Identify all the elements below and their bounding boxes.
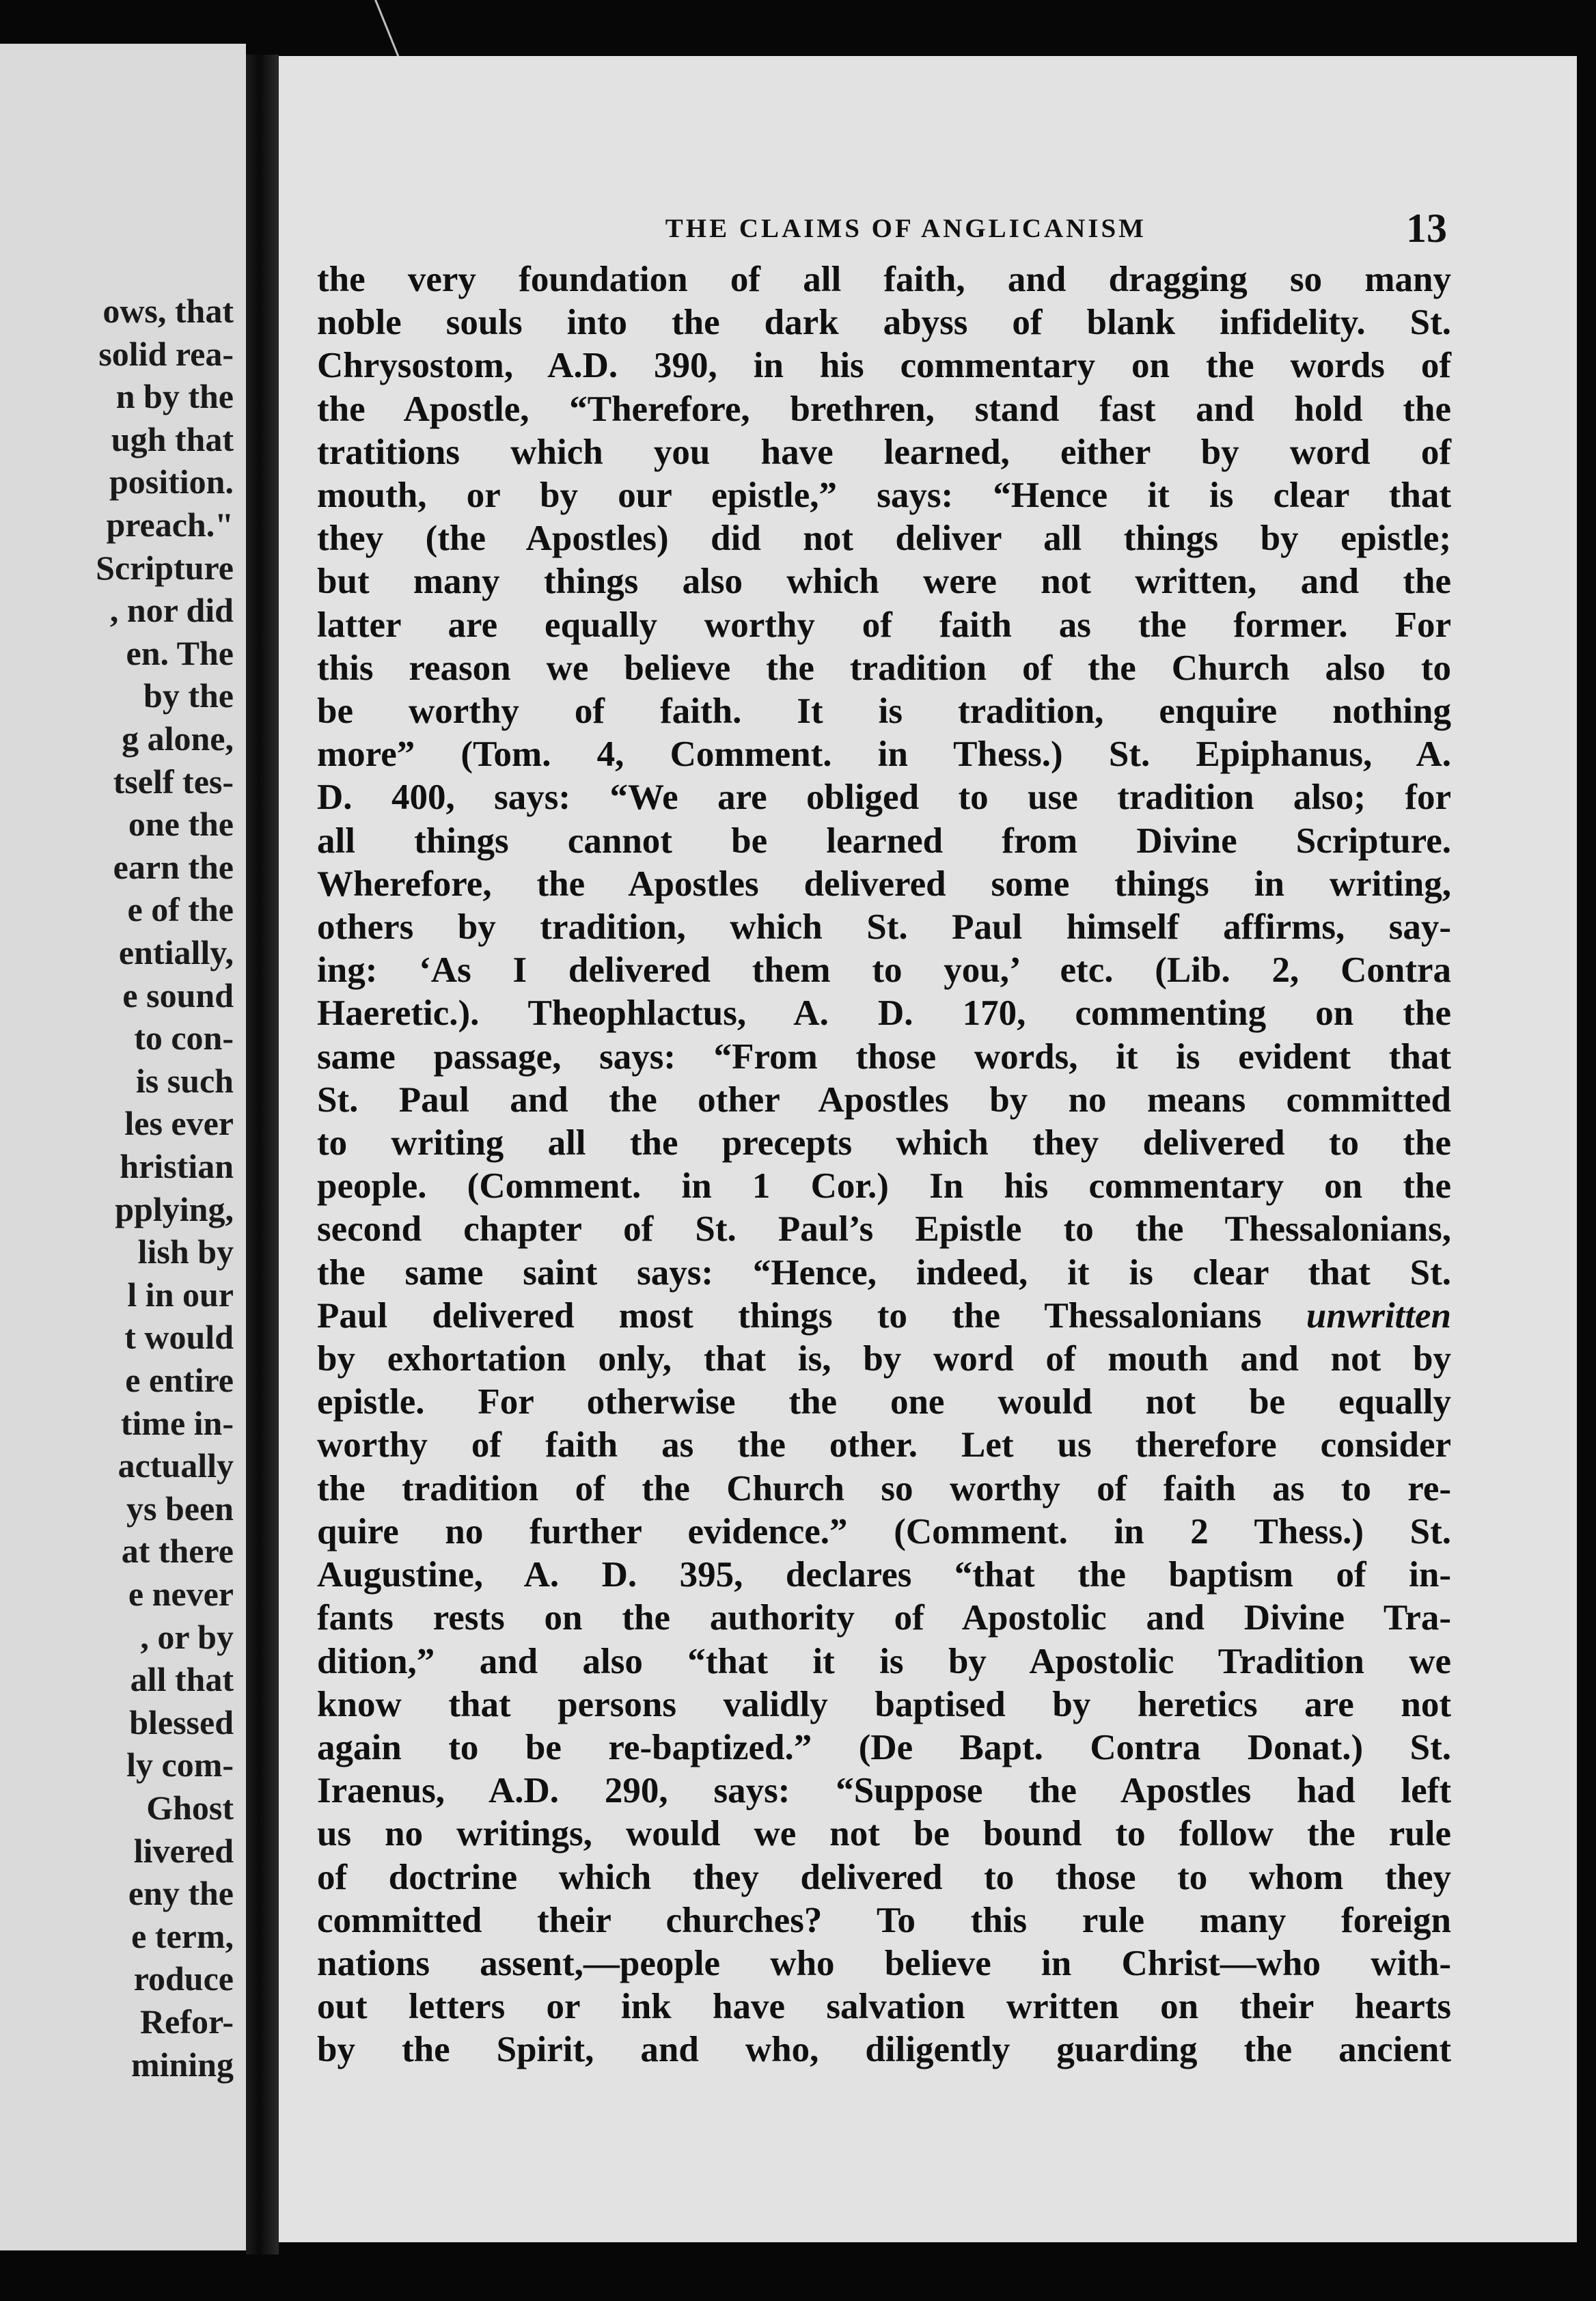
text-line: mouth, or by our epistle,” says: “Hence it is clear that	[317, 476, 1451, 516]
text-line: of doctrine which they delivered to those to whom they	[317, 1857, 1451, 1897]
page-number: 13	[1406, 206, 1447, 251]
left-page-fragment: lish by	[137, 1232, 234, 1271]
text-line: D. 400, says: “We are obliged to use tradition also; for	[317, 777, 1451, 818]
left-page-fragment: one the	[128, 805, 234, 844]
text-line: ing: ‘As I delivered them to you,’ etc. (Lib. 2, Contra	[317, 950, 1451, 991]
left-page-fragment: n by the	[115, 377, 234, 416]
text-line: us no writings, would we not be bound to follow the rule	[317, 1814, 1451, 1854]
text-line: others by tradition, which St. Paul himself affirms, say-	[317, 907, 1451, 948]
left-page-fragment: , or by	[140, 1617, 234, 1656]
text-line: worthy of faith as the other. Let us therefore consider	[317, 1425, 1451, 1465]
left-page-fragment: e sound	[122, 976, 234, 1015]
text-line: same passage, says: “From those words, it is evident that	[317, 1036, 1451, 1077]
left-page-fragment: ys been	[126, 1489, 234, 1528]
left-page-fragment: tself tes-	[113, 762, 234, 801]
text-line: to writing all the precepts which they delivered to the	[317, 1123, 1451, 1163]
text-line: people. (Comment. in 1 Cor.) In his commentary on the	[317, 1166, 1451, 1207]
text-line: by the Spirit, and who, diligently guarding the ancient	[317, 2030, 1451, 2070]
left-page-fragment: pplying,	[115, 1189, 234, 1228]
left-page-fragment: is such	[135, 1061, 234, 1100]
left-page-fragment: by the	[143, 676, 234, 715]
text-line: be worthy of faith. It is tradition, enquire nothing	[317, 691, 1451, 732]
text-line: more” (Tom. 4, Comment. in Thess.) St. Epiphanus, A.	[317, 734, 1451, 775]
left-page-fragment: at there	[121, 1532, 234, 1571]
text-line: again to be re-baptized.” (De Bapt. Contra Donat.) St.	[317, 1727, 1451, 1767]
left-page-fragment: e entire	[125, 1361, 234, 1399]
left-page-fragment: to con-	[134, 1019, 234, 1058]
italic-word: unwritten	[1306, 1295, 1451, 1336]
running-head: THE CLAIMS OF ANGLICANISM	[665, 214, 1146, 243]
text-line: second chapter of St. Paul’s Epistle to the Thessalonians,	[317, 1209, 1451, 1250]
text-line: fants rests on the authority of Apostolic and Divine Tra-	[317, 1598, 1451, 1638]
text-line: all things cannot be learned from Divine Scripture.	[317, 821, 1451, 861]
right-page	[279, 56, 1577, 2242]
left-page-fragment: roduce	[133, 1959, 234, 1998]
left-page-fragment: livered	[133, 1831, 234, 1870]
left-page-fragment: preach."	[106, 506, 234, 544]
left-page-fragment: actually	[118, 1446, 234, 1485]
text-line: this reason we believe the tradition of the Church also to	[317, 648, 1451, 688]
body-text	[317, 258, 1451, 2072]
left-page-fragment: l in our	[127, 1275, 234, 1314]
left-page-fragment: solid rea-	[98, 334, 234, 373]
left-page-fragment: mining	[130, 2045, 234, 2084]
book-gutter	[246, 55, 279, 2255]
text-line: Chrysostom, A.D. 390, in his commentary on the words of	[317, 346, 1451, 386]
text-line: Haeretic.). Theophlactus, A. D. 170, commenting on the	[317, 993, 1451, 1034]
text-line: Iraenus, A.D. 290, says: “Suppose the Apostles had left	[317, 1771, 1451, 1811]
text-line: they (the Apostles) did not deliver all things by epistle;	[317, 519, 1451, 559]
left-page-fragment: ows, that	[102, 292, 234, 330]
left-page-fragment: Refor-	[140, 2002, 234, 2041]
text-line: nations assent,—people who believe in Christ—who with-	[317, 1943, 1451, 1983]
left-page-fragment: e term,	[131, 1916, 234, 1955]
text-line: the tradition of the Church so worthy of faith as to re-	[317, 1468, 1451, 1508]
left-page-fragment: all that	[130, 1660, 234, 1699]
left-page-fragment: les ever	[124, 1104, 234, 1143]
text-line: Wherefore, the Apostles delivered some things in writing,	[317, 864, 1451, 904]
left-page	[0, 44, 246, 2250]
text-line: tratitions which you have learned, either by word of	[317, 432, 1451, 472]
left-page-fragment: , nor did	[109, 591, 234, 630]
text-line-part: Paul delivered most things to the Thessalonians	[317, 1295, 1306, 1336]
left-page-fragment: time in-	[120, 1403, 234, 1442]
left-page-fragment: hristian	[120, 1147, 234, 1185]
left-page-fragment: e never	[128, 1575, 234, 1613]
text-line: epistle. For otherwise the one would not be equally	[317, 1382, 1451, 1422]
left-page-fragment: blessed	[129, 1703, 234, 1741]
left-page-fragment: ugh that	[111, 419, 234, 458]
text-line: Augustine, A. D. 395, declares “that the baptism of in-	[317, 1555, 1451, 1595]
text-line: dition,” and also “that it is by Apostolic Tradition we	[317, 1641, 1451, 1681]
left-page-fragment: entially,	[118, 933, 234, 972]
text-line: know that persons validly baptised by heretics are not	[317, 1684, 1451, 1724]
left-page-fragment: eny the	[128, 1874, 234, 1913]
text-line: but many things also which were not written, and the	[317, 562, 1451, 602]
left-page-fragment: t would	[124, 1318, 234, 1357]
text-line: the same saint says: “Hence, indeed, it is clear that St.	[317, 1252, 1451, 1293]
text-line	[317, 1295, 1451, 1338]
text-line: committed their churches? To this rule many foreign	[317, 1900, 1451, 1940]
left-page-fragment: en. The	[126, 633, 234, 672]
left-page-fragment: ly com-	[126, 1746, 234, 1785]
text-line: by exhortation only, that is, by word of mouth and not by	[317, 1339, 1451, 1379]
text-line: noble souls into the dark abyss of blank infidelity. St.	[317, 303, 1451, 343]
text-line: out letters or ink have salvation written on their hearts	[317, 1987, 1451, 2027]
left-page-fragment: e of the	[127, 890, 234, 929]
text-line: the very foundation of all faith, and dragging so many	[317, 260, 1451, 299]
text-line: quire no further evidence.” (Comment. in 2 Thess.) St.	[317, 1511, 1451, 1552]
left-page-fragment: earn the	[113, 847, 234, 886]
text-line: the Apostle, “Therefore, brethren, stand fast and hold the	[317, 389, 1451, 429]
text-line: latter are equally worthy of faith as the former. For	[317, 605, 1451, 645]
text-line: St. Paul and the other Apostles by no means committed	[317, 1079, 1451, 1120]
left-page-fragment: position.	[109, 463, 234, 501]
left-page-fragment: Ghost	[146, 1789, 234, 1827]
left-page-fragment: g alone,	[122, 719, 234, 758]
left-page-fragment: Scripture	[96, 548, 234, 587]
